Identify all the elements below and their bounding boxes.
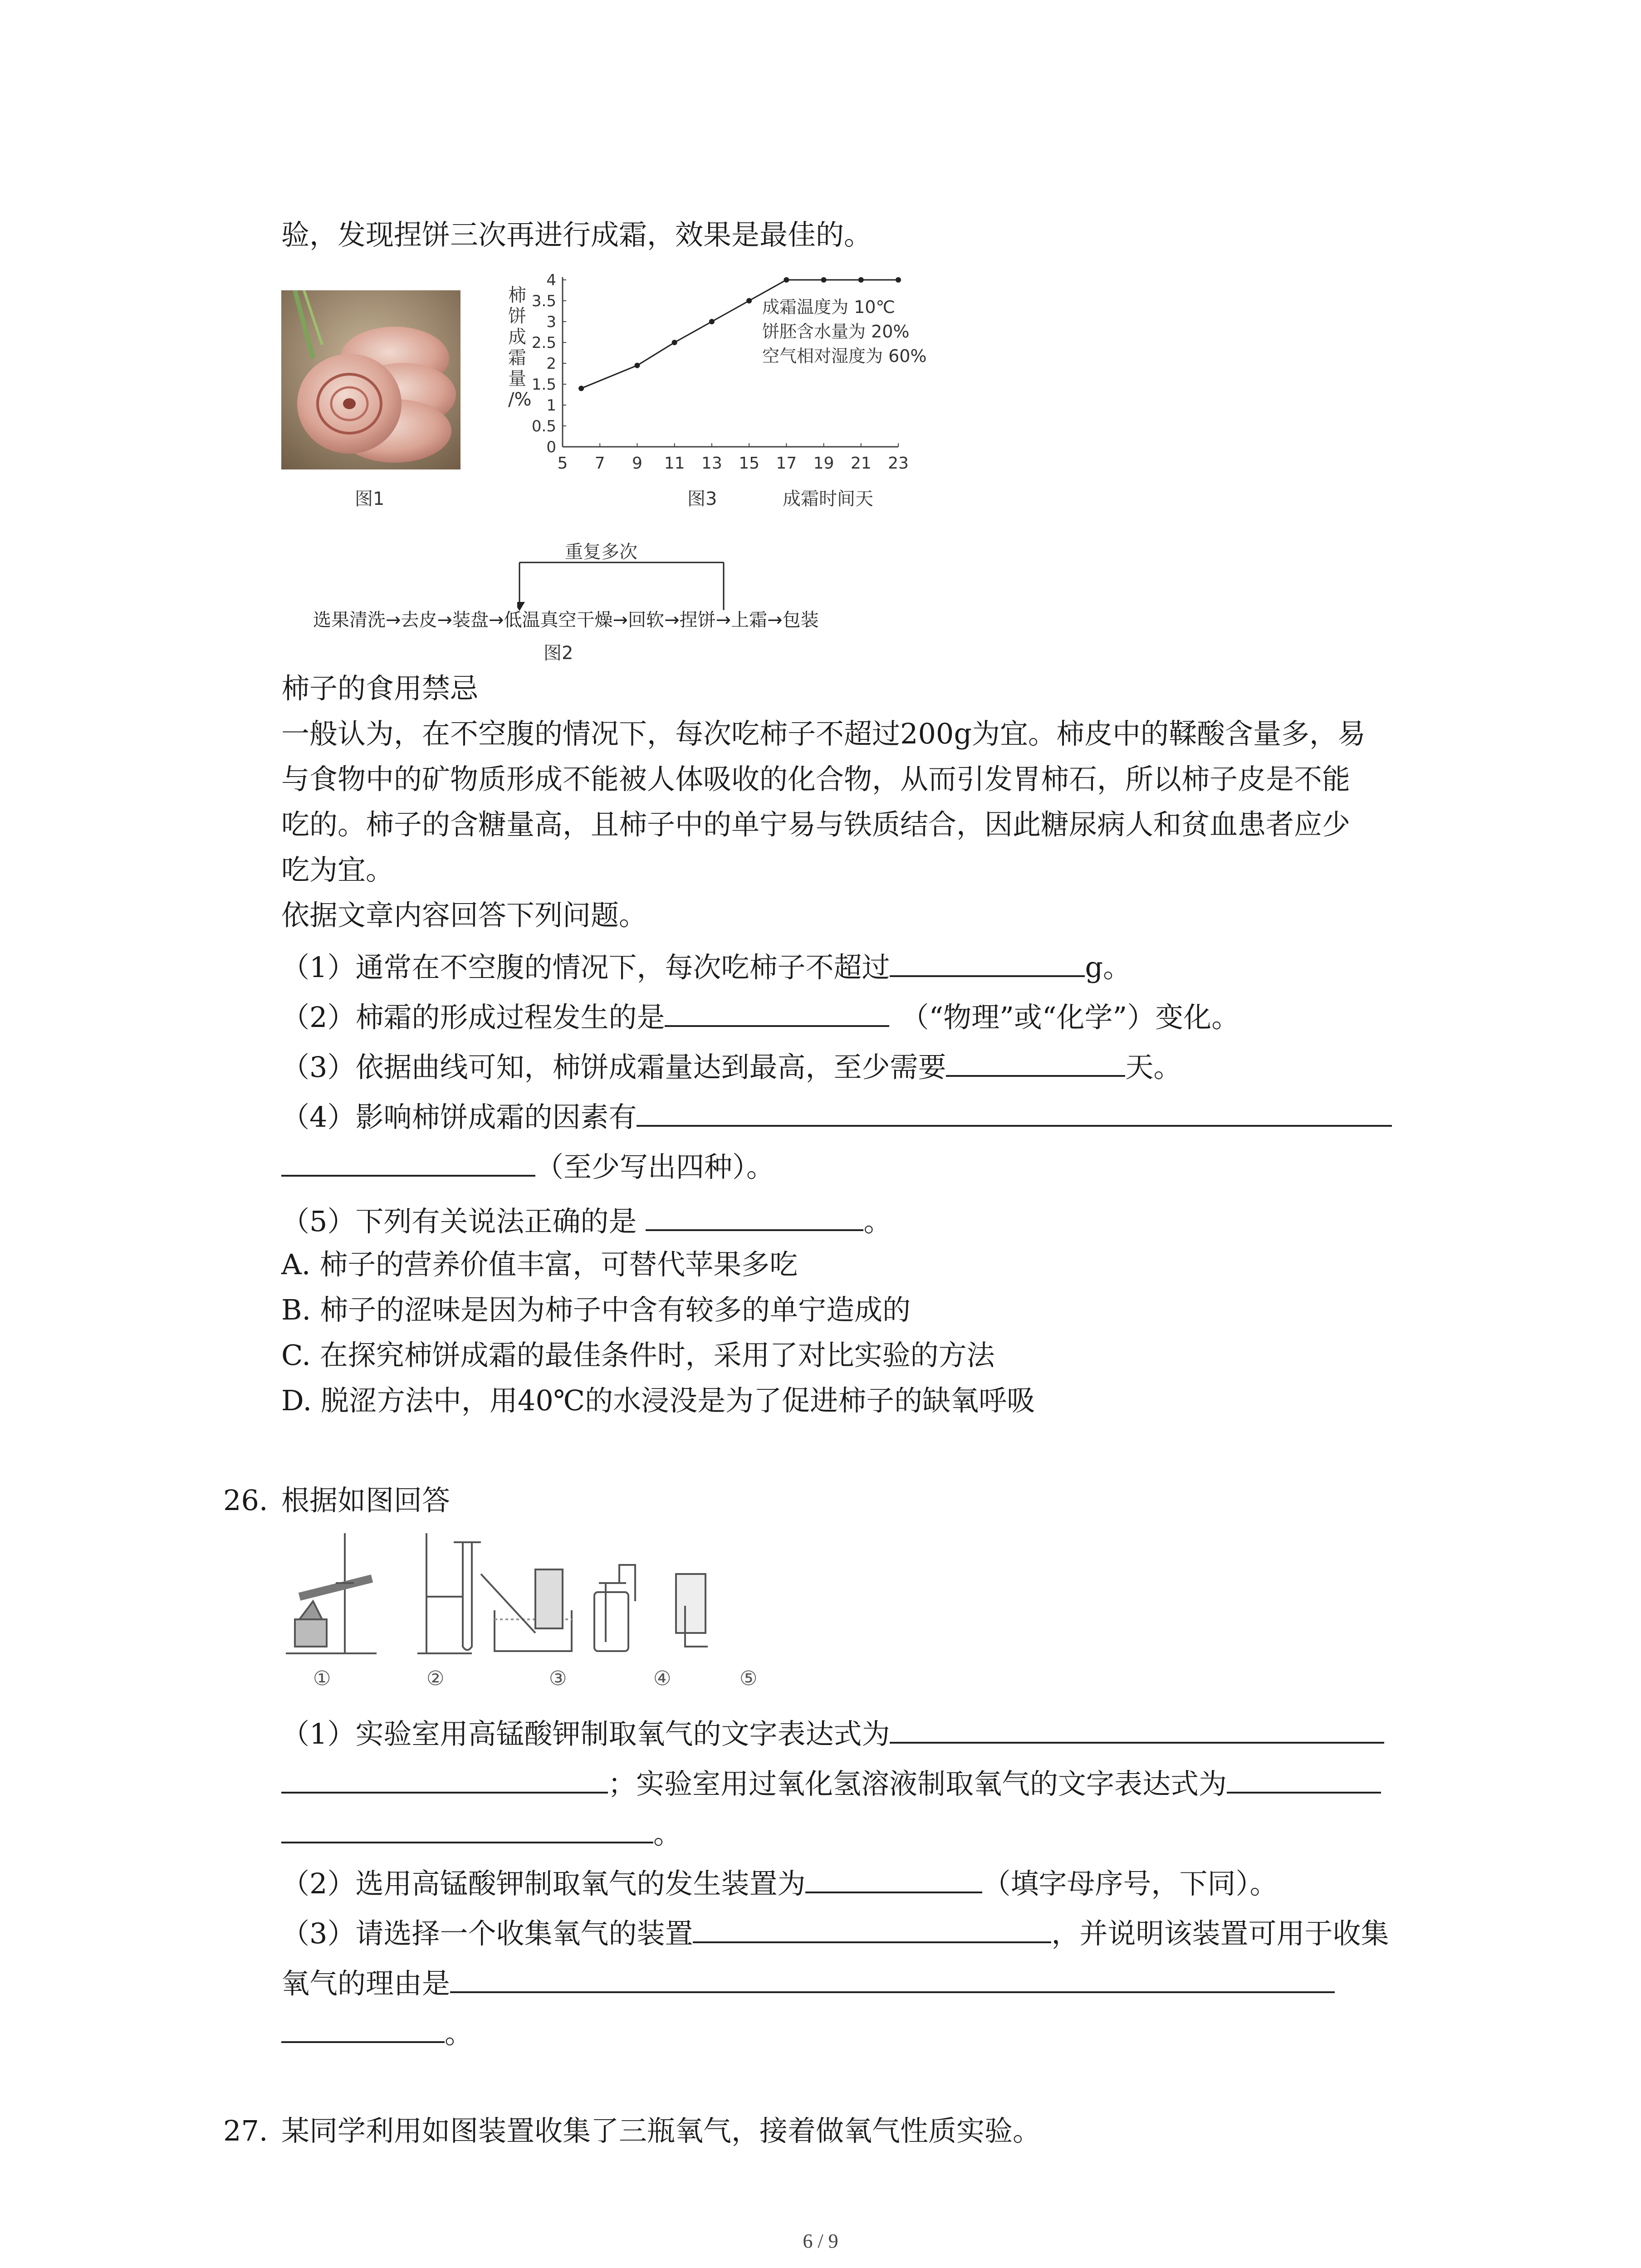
answer-blank[interactable] — [281, 1813, 653, 1843]
q26-sub1-mid: ；实验室用过氧化氢溶液制取氧气的文字表达式为 — [608, 1767, 1227, 1800]
q26-sub3-end — [281, 2013, 473, 2052]
x-tick-label: 21 — [850, 454, 872, 473]
process-repeat-label: 重复多次 — [565, 542, 637, 562]
answer-blank[interactable] — [1227, 1764, 1381, 1794]
page-number: 6 / 9 — [803, 2230, 838, 2252]
chart-ylabel — [508, 285, 532, 410]
apparatus-label: ② — [426, 1667, 445, 1690]
x-tick-label: 9 — [632, 454, 642, 473]
q26-sub3-text: （3）请选择一个收集氧气的装置 — [281, 1917, 693, 1950]
chart-annotations — [762, 295, 927, 368]
arrow-icon: → — [489, 610, 504, 631]
arrow-icon: → — [612, 610, 628, 631]
frost-data-point — [578, 386, 584, 391]
process-step: 选果清洗 — [313, 610, 386, 631]
process-step: 回软 — [628, 610, 665, 631]
q26-sub2-tail: （填字母序号，下同）。 — [982, 1867, 1278, 1900]
q26-sub2-text: （2）选用高锰酸钾制取氧气的发生装置为 — [281, 1867, 806, 1900]
q25-sub3-tail: 天。 — [1125, 1051, 1182, 1084]
q25-sub5-tail: 。 — [863, 1205, 892, 1238]
q26-stem: 根据如图回答 — [281, 1484, 451, 1517]
apparatus-label: ⑤ — [740, 1667, 758, 1690]
arrow-icon: → — [664, 610, 680, 631]
chart-ylabel-char: 成 — [508, 327, 526, 347]
process-step: 捏饼 — [679, 610, 716, 631]
answer-blank[interactable] — [890, 947, 1085, 977]
chart-xlabel: 成霜时间天 — [783, 489, 873, 509]
process-step: 装盘 — [452, 610, 489, 631]
frost-data-point — [784, 277, 789, 283]
q25-sub2 — [281, 997, 1239, 1036]
answer-blank[interactable] — [693, 1913, 1051, 1943]
intro-line: 验，发现捏饼三次再进行成霜，效果是最佳的。 — [281, 218, 872, 251]
frost-data-point — [709, 319, 715, 324]
y-tick-label: 2 — [546, 355, 556, 373]
q26-number: 26. — [223, 1484, 268, 1517]
chart-annotation: 成霜温度为 10℃ — [762, 297, 896, 317]
answer-blank[interactable] — [805, 1863, 982, 1893]
q25-sub2-tail: （“物理”或“化学”）变化。 — [901, 1001, 1240, 1034]
apparatus-label: ④ — [653, 1667, 671, 1690]
frost-data-point — [821, 277, 827, 283]
answer-blank[interactable] — [646, 1201, 863, 1231]
x-tick-label: 7 — [594, 454, 605, 473]
q25-sub2-text: （2）柿霜的形成过程发生的是 — [281, 1001, 665, 1034]
paragraph-line: 一般认为，在不空腹的情况下，每次吃柿子不超过200g为宜。柿皮中的鞣酸含量多，易 — [281, 717, 1366, 750]
persimmon-photo — [281, 290, 460, 469]
chart-ylabel-char: 柿 — [508, 285, 526, 306]
q25-sub4-text: （4）影响柿饼成霜的因素有 — [281, 1100, 637, 1134]
apparatus-label: ③ — [549, 1667, 567, 1690]
fig3-label: 图3 — [687, 489, 717, 509]
paragraph-line: 与食物中的矿物质形成不能被人体吸收的化合物，从而引发胃柿石，所以柿子皮是不能 — [281, 763, 1351, 796]
apparatus-label: ① — [313, 1667, 331, 1690]
x-tick-label: 23 — [888, 454, 909, 473]
instruction: 依据文章内容回答下列问题。 — [281, 899, 647, 932]
q26-sub1-end-text: 。 — [653, 1817, 682, 1850]
q26-sub3-tail: ，并说明该装置可用于收集 — [1051, 1917, 1389, 1950]
answer-blank[interactable] — [281, 2013, 445, 2043]
answer-blank[interactable] — [665, 997, 889, 1027]
apparatus-4-wash-bottle — [594, 1565, 635, 1651]
process-repeat-bracket — [517, 560, 726, 615]
option-c[interactable]: C. 在探究柿饼成霜的最佳条件时，采用了对比实验的方法 — [281, 1339, 995, 1372]
y-tick-label: 3.5 — [531, 292, 556, 310]
x-tick-label: 11 — [664, 454, 685, 473]
y-tick-label: 4 — [546, 271, 556, 289]
q27-stem: 某同学利用如图装置收集了三瓶氧气，接着做氧气性质实验。 — [281, 2114, 1041, 2147]
fig2-label: 图2 — [544, 643, 573, 664]
q25-sub5-text: （5）下列有关说法正确的是 — [281, 1205, 637, 1238]
frost-data-point — [858, 277, 864, 283]
frost-data-point — [746, 298, 752, 303]
answer-blank[interactable] — [946, 1047, 1125, 1077]
paragraph-line: 吃的。柿子的含糖量高，且柿子中的单宁易与铁质结合，因此糖尿病人和贫血患者应少 — [281, 808, 1351, 841]
process-step: 去皮 — [401, 610, 437, 631]
process-flow — [313, 609, 819, 631]
y-tick-label: 0.5 — [531, 417, 556, 435]
y-tick-label: 2.5 — [531, 334, 556, 352]
apparatus-1-heating-tube — [286, 1533, 377, 1653]
chart-ylabel-char: 量 — [508, 368, 526, 389]
y-tick-label: 3 — [546, 313, 556, 331]
q26-sub1-end — [281, 1813, 681, 1852]
q25-sub1-unit: g。 — [1085, 951, 1132, 984]
answer-blank[interactable] — [281, 1147, 535, 1177]
option-a[interactable]: A. 柿子的营养价值丰富，可替代苹果多吃 — [281, 1248, 798, 1281]
q26-sub3-line2: 氧气的理由是 — [281, 1967, 451, 2000]
option-d[interactable]: D. 脱涩方法中，用40℃的水浸没是为了促进柿子的缺氧呼吸 — [281, 1384, 1035, 1417]
apparatus-2-upright-tube — [417, 1533, 481, 1653]
answer-blank[interactable] — [637, 1097, 1392, 1127]
chart-annotation: 饼胚含水量为 20% — [762, 322, 910, 342]
q25-sub4 — [281, 1097, 1392, 1135]
q26-sub3-cont — [281, 1963, 1335, 2002]
x-tick-label: 17 — [776, 454, 797, 473]
frost-data-point — [672, 340, 677, 345]
x-tick-label: 5 — [557, 454, 568, 473]
process-step: 低温真空干燥 — [504, 610, 613, 631]
process-step: 上霜 — [731, 610, 768, 631]
q25-sub5 — [281, 1201, 892, 1240]
q26-sub3 — [281, 1913, 1389, 1952]
arrow-icon: → — [437, 610, 453, 631]
q25-sub4-cont — [281, 1147, 774, 1185]
y-tick-label: 1.5 — [531, 376, 556, 394]
chart-ylabel-char: /% — [508, 389, 532, 410]
answer-blank[interactable] — [450, 1963, 1335, 1993]
q25-sub1 — [281, 947, 1131, 986]
q26-sub1-cont — [281, 1764, 1381, 1802]
answer-blank[interactable] — [281, 1764, 608, 1794]
process-step: 包装 — [782, 610, 819, 631]
fig1-label: 图1 — [355, 489, 385, 509]
arrow-icon: → — [386, 610, 401, 631]
q25-sub3-text: （3）依据曲线可知，柿饼成霜量达到最高，至少需要 — [281, 1051, 946, 1084]
q26-sub2 — [281, 1863, 1278, 1902]
q26-sub1-text: （1）实验室用高锰酸钾制取氧气的文字表达式为 — [281, 1717, 890, 1750]
frost-data-point — [634, 363, 640, 368]
lab-apparatus-figure — [281, 1529, 794, 1665]
chart-ylabel-char: 饼 — [508, 306, 526, 327]
x-tick-label: 15 — [739, 454, 760, 473]
apparatus-5-inverted-jar — [676, 1574, 708, 1647]
q27-number: 27. — [223, 2114, 268, 2147]
x-tick-label: 19 — [813, 454, 834, 473]
option-b[interactable]: B. 柿子的涩味是因为柿子中含有较多的单宁造成的 — [281, 1293, 911, 1326]
arrow-icon: → — [767, 610, 783, 631]
paragraph-line: 吃为宜。 — [281, 853, 394, 886]
section-title: 柿子的食用禁忌 — [281, 672, 479, 705]
q25-sub1-text: （1）通常在不空腹的情况下，每次吃柿子不超过 — [281, 951, 890, 984]
arrow-icon: → — [715, 610, 731, 631]
apparatus-3-water-trough — [481, 1569, 572, 1651]
chart-ylabel-char: 霜 — [508, 347, 526, 368]
chart-annotation: 空气相对湿度为 60% — [762, 346, 927, 366]
q25-sub4-tail: （至少写出四种）。 — [535, 1150, 775, 1183]
q25-sub3 — [281, 1047, 1181, 1085]
q26-sub3-end-text: 。 — [445, 2017, 473, 2050]
x-tick-label: 13 — [701, 454, 722, 473]
y-tick-label: 1 — [546, 396, 556, 415]
frost-data-point — [896, 277, 901, 283]
y-tick-label: 0 — [546, 438, 556, 456]
answer-blank[interactable] — [890, 1714, 1384, 1744]
q26-sub1 — [281, 1714, 1384, 1752]
